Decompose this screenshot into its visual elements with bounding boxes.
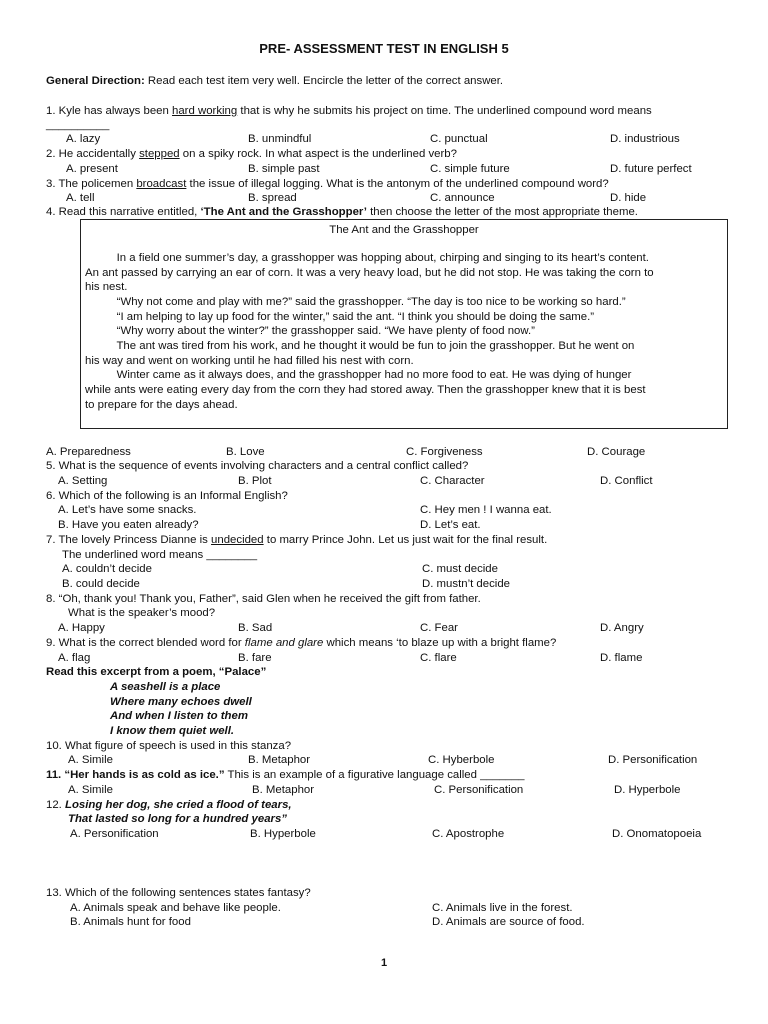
q7-option-b[interactable]: B. could decide (62, 578, 140, 590)
question-6: 6. Which of the following is an Informal English? (46, 490, 288, 502)
q11-quote: 11. “Her hands is as cold as ice.” (46, 769, 225, 781)
q11-option-d[interactable]: D. Hyperbole (614, 784, 681, 796)
question-7 (46, 533, 547, 547)
q4-option-c[interactable]: C. Forgiveness (406, 446, 483, 458)
q2-pre: 2. He accidentally (46, 148, 140, 160)
q7-option-a[interactable]: A. couldn’t decide (62, 563, 152, 575)
q5-option-c[interactable]: C. Character (420, 475, 485, 487)
q9-option-c[interactable]: C. flare (420, 652, 457, 664)
story-line: The ant was tired from his work, and he thought it would be fun to join the grasshopper. But he went on (85, 340, 635, 352)
q9-italic: flame and glare (244, 637, 324, 649)
q2-option-a[interactable]: A. present (66, 163, 118, 175)
q1-option-c[interactable]: C. punctual (430, 133, 488, 145)
q4-option-b[interactable]: B. Love (226, 446, 265, 458)
q2-option-c[interactable]: C. simple future (430, 163, 510, 175)
q13-option-a[interactable]: A. Animals speak and behave like people. (70, 902, 281, 914)
q12-option-d[interactable]: D. Onomatopoeia (612, 828, 702, 840)
q4-pre: 4. Read this narrative entitled, (46, 206, 201, 218)
q7-line-2: The underlined word means ________ (62, 549, 258, 561)
q8-option-d[interactable]: D. Angry (600, 622, 644, 634)
q13-option-b[interactable]: B. Animals hunt for food (70, 916, 191, 928)
q11-post: This is an example of a figurative language called _______ (224, 769, 525, 781)
q8-option-b[interactable]: B. Sad (238, 622, 273, 634)
question-9 (46, 636, 556, 650)
question-2 (46, 147, 457, 161)
story-line: In a field one summer’s day, a grasshopper was hopping about, chirping and singing to its heart’s content. (85, 252, 649, 264)
q2-option-b[interactable]: B. simple past (248, 163, 320, 175)
q13-option-d[interactable]: D. Animals are source of food. (432, 916, 585, 928)
q12-line-2: That lasted so long for a hundred years” (68, 813, 287, 825)
story-line: to prepare for the days ahead. (85, 399, 238, 411)
question-1 (46, 104, 652, 118)
q7-underlined: undecided (211, 534, 264, 546)
q4-post: then choose the letter of the most appropriate theme. (366, 206, 638, 218)
question-10: 10. What figure of speech is used in this stanza? (46, 740, 292, 752)
q7-option-d[interactable]: D. mustn’t decide (422, 578, 510, 590)
q1-post: that is why he submits his project on time. The underlined compound word means (237, 105, 652, 117)
q10-option-b[interactable]: B. Metaphor (248, 754, 311, 766)
story-line: Winter came as it always does, and the grasshopper had no more food to eat. He was dying of hunger (85, 369, 632, 381)
q3-option-a[interactable]: A. tell (66, 192, 95, 204)
q11-option-a[interactable]: A. Simile (68, 784, 113, 796)
q3-option-b[interactable]: B. spread (248, 192, 297, 204)
poem-line: Where many echoes dwell (110, 696, 252, 708)
story-line: while ants were eating every day from the corn they had stored away. Then the grasshopper knew that it is best (85, 384, 646, 396)
story-title: The Ant and the Grasshopper (329, 224, 479, 236)
direction-label: General Direction: (46, 75, 145, 87)
q12-line-1: Losing her dog, she cried a flood of tears, (65, 799, 292, 811)
q5-option-a[interactable]: A. Setting (58, 475, 108, 487)
q9-post: which means ‘to blaze up with a bright flame? (323, 637, 557, 649)
q8-option-c[interactable]: C. Fear (420, 622, 458, 634)
q9-option-a[interactable]: A. flag (58, 652, 91, 664)
q12-number: 12. (46, 799, 65, 811)
q6-option-c[interactable]: C. Hey men ! I wanna eat. (420, 504, 552, 516)
question-3 (46, 177, 609, 191)
q1-option-b[interactable]: B. unmindful (248, 133, 312, 145)
q1-underlined: hard working (172, 105, 238, 117)
q8-option-a[interactable]: A. Happy (58, 622, 105, 634)
page-number: 1 (380, 957, 388, 969)
story-box (80, 219, 728, 429)
q1-pre: 1. Kyle has always been (46, 105, 173, 117)
story-line: “Why not come and play with me?” said the grasshopper. “The day is too nice to be working so hard.” (85, 296, 626, 308)
q10-option-a[interactable]: A. Simile (68, 754, 113, 766)
q2-underlined: stepped (139, 148, 180, 160)
q3-option-d[interactable]: D. hide (610, 192, 647, 204)
q4-option-a[interactable]: A. Preparedness (46, 446, 131, 458)
q7-option-c[interactable]: C. must decide (422, 563, 498, 575)
q6-option-a[interactable]: A. Let’s have some snacks. (58, 504, 197, 516)
q11-option-b[interactable]: B. Metaphor (252, 784, 315, 796)
q10-option-c[interactable]: C. Hyberbole (428, 754, 495, 766)
q3-post: the issue of illegal logging. What is the antonym of the underlined compound word? (186, 178, 609, 190)
q9-option-d[interactable]: D. flame (600, 652, 643, 664)
q1-option-a[interactable]: A. lazy (66, 133, 101, 145)
question-5: 5. What is the sequence of events involving characters and a central conflict called? (46, 460, 469, 472)
poem-line: A seashell is a place (110, 681, 221, 693)
q7-post: to marry Prince John. Let us just wait for the final result. (263, 534, 548, 546)
poem-line: I know them quiet well. (110, 725, 235, 737)
q13-option-c[interactable]: C. Animals live in the forest. (432, 902, 573, 914)
q5-option-b[interactable]: B. Plot (238, 475, 272, 487)
question-11 (46, 768, 525, 782)
q4-option-d[interactable]: D. Courage (587, 446, 646, 458)
q3-underlined: broadcast (136, 178, 187, 190)
q2-post: on a spiky rock. In what aspect is the underlined verb? (179, 148, 457, 160)
poem-intro: Read this excerpt from a poem, “Palace” (46, 666, 267, 678)
story-line: his way and went on working until he had filled his nest with corn. (85, 355, 414, 367)
q11-option-c[interactable]: C. Personification (434, 784, 524, 796)
story-line: “Why worry about the winter?” the grasshopper said. “We have plenty of food now.” (85, 325, 535, 337)
q3-pre: 3. The policemen (46, 178, 137, 190)
q8-line-2: What is the speaker’s mood? (68, 607, 216, 619)
q12-option-a[interactable]: A. Personification (70, 828, 159, 840)
story-line: An ant passed by carrying an ear of corn. It was a very heavy load, but he did not stop. He was taking the corn to (85, 267, 654, 279)
q1-option-d[interactable]: D. industrious (610, 133, 680, 145)
poem-line: And when I listen to them (110, 710, 248, 722)
question-12 (46, 798, 292, 812)
q6-option-d[interactable]: D. Let’s eat. (420, 519, 481, 531)
q5-option-d[interactable]: D. Conflict (600, 475, 653, 487)
page-title: PRE- ASSESSMENT TEST IN ENGLISH 5 (259, 41, 509, 56)
q10-option-d[interactable]: D. Personification (608, 754, 698, 766)
q4-story-title: ‘The Ant and the Grasshopper’ (200, 206, 367, 218)
q9-option-b[interactable]: B. fare (238, 652, 272, 664)
question-8: 8. “Oh, thank you! Thank you, Father”, said Glen when he received the gift from father. (46, 593, 481, 605)
q6-option-b[interactable]: B. Have you eaten already? (58, 519, 199, 531)
story-line: “I am helping to lay up food for the winter,” said the ant. “I think you should be doing the same.” (85, 311, 595, 323)
story-line: his nest. (85, 281, 128, 293)
general-direction (46, 74, 503, 88)
direction-text: Read each test item very well. Encircle the letter of the correct answer. (147, 75, 504, 87)
q3-option-c[interactable]: C. announce (430, 192, 495, 204)
question-4 (46, 205, 638, 219)
q1-blank: __________ (46, 119, 110, 131)
question-13: 13. Which of the following sentences states fantasy? (46, 887, 311, 899)
q12-option-c[interactable]: C. Apostrophe (432, 828, 505, 840)
q2-option-d[interactable]: D. future perfect (610, 163, 692, 175)
q12-option-b[interactable]: B. Hyperbole (250, 828, 316, 840)
q7-pre: 7. The lovely Princess Dianne is (46, 534, 212, 546)
q9-pre: 9. What is the correct blended word for (46, 637, 245, 649)
